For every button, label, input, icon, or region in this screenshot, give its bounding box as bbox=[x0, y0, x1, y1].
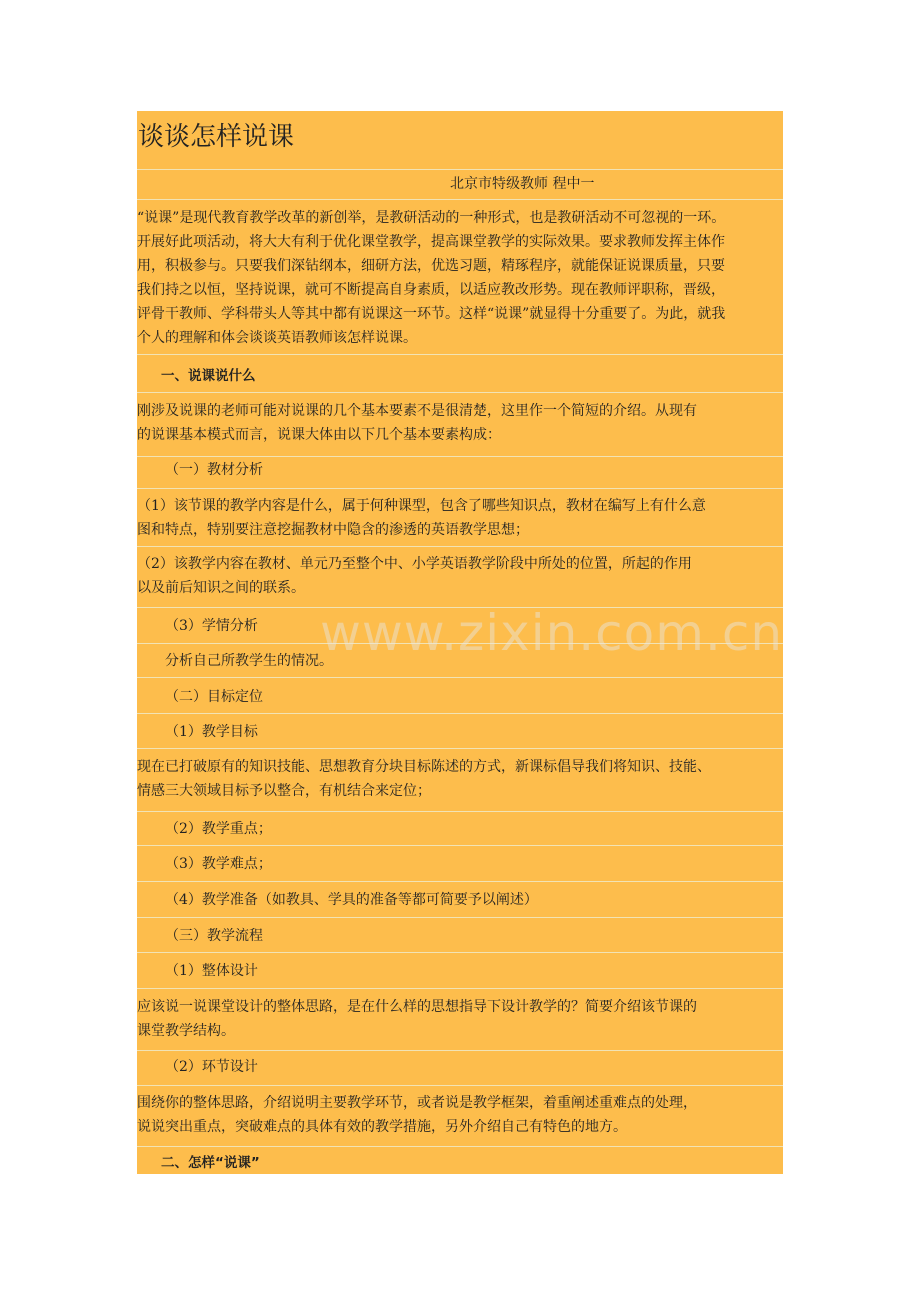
subheading-goal-positioning: （二）目标定位 bbox=[165, 689, 263, 705]
section-heading-2: 二、怎样“说课” bbox=[161, 1155, 260, 1171]
divider bbox=[137, 748, 783, 749]
divider bbox=[137, 1146, 783, 1147]
divider bbox=[137, 1085, 783, 1086]
divider bbox=[137, 952, 783, 953]
section-heading-1: 一、说课说什么 bbox=[161, 368, 256, 384]
paragraph-overall-design: 应该说一说课堂设计的整体思路，是在什么样的思想指导下设计教学的？简要介绍该节课的 课堂教学结构。 bbox=[137, 999, 697, 1039]
divider bbox=[137, 713, 783, 714]
divider bbox=[137, 1050, 783, 1051]
divider bbox=[137, 488, 783, 489]
document-page bbox=[137, 111, 783, 1174]
divider bbox=[137, 845, 783, 846]
divider bbox=[137, 354, 783, 355]
subheading-key-points: （2）教学重点； bbox=[165, 821, 272, 837]
divider bbox=[137, 881, 783, 882]
doc-title: 谈谈怎样说课 bbox=[138, 122, 295, 152]
author-line: 北京市特级教师 程中一 bbox=[450, 176, 595, 192]
subheading-teaching-process: （三）教学流程 bbox=[165, 928, 263, 944]
divider bbox=[137, 607, 783, 608]
paragraph-teaching-goals: 现在已打破原有的知识技能、思想教育分块目标陈述的方式，新课标倡导我们将知识、技能、 情感三大领域目标予以整合，有机结合来定位； bbox=[137, 759, 711, 799]
divider bbox=[137, 811, 783, 812]
subheading-student-analysis: （3）学情分析 bbox=[165, 618, 258, 634]
divider bbox=[137, 199, 783, 200]
watermark: www.zixin.com.cn bbox=[320, 604, 784, 662]
paragraph-step-design: 围绕你的整体思路，介绍说明主要教学环节，或者说是教学框架，着重阐述重难点的处理， 说说突出重点，突破难点的具体有效的教学措施，另外介绍自己有特色的地方。 bbox=[137, 1095, 697, 1135]
divider bbox=[137, 392, 783, 393]
divider bbox=[137, 456, 783, 457]
paragraph-intro-elements: 刚涉及说课的老师可能对说课的几个基本要素不是很清楚，这里作一个简短的介绍。从现有 的说课基本模式而言，说课大体由以下几个基本要素构成： bbox=[137, 403, 697, 443]
divider bbox=[137, 169, 783, 170]
paragraph-student-analysis: 分析自己所教学生的情况。 bbox=[165, 653, 333, 669]
subheading-preparation: （4）教学准备（如教具、学具的准备等都可简要予以阐述） bbox=[165, 892, 538, 908]
subheading-teaching-goals: （1）教学目标 bbox=[165, 724, 258, 740]
divider bbox=[137, 677, 783, 678]
subheading-overall-design: （1）整体设计 bbox=[165, 963, 258, 979]
paragraph-item-2: （2）该教学内容在教材、单元乃至整个中、小学英语教学阶段中所处的位置，所起的作用 以及前后知识之间的联系。 bbox=[137, 556, 692, 596]
subheading-step-design: （2）环节设计 bbox=[165, 1059, 258, 1075]
divider bbox=[137, 643, 783, 644]
subheading-textbook-analysis: （一）教材分析 bbox=[165, 462, 263, 478]
subheading-difficult-points: （3）教学难点； bbox=[165, 856, 272, 872]
intro-paragraph: “说课”是现代教育教学改革的新创举，是教研活动的一种形式，也是教研活动不可忽视的一环。 开展好此项活动，将大大有利于优化课堂教学，提高课堂教学的实际效果。要求教师发挥主体作 用，积极参与。只要我们深钻纲本，细研方法，优选习题，精琢程序，就能保证说课质量，只要 我们持之以恒，坚持说课，就可不断提高自身素质，以适应教改形势。现在教师评职称，晋级， 评骨干教师、学科带头人等其中都有说课这一环节。这样“说课”就显得十分重要了。为此，就我 个人的理解和体会谈谈英语教师该怎样说课。 bbox=[137, 210, 726, 346]
divider bbox=[137, 917, 783, 918]
paragraph-item-1: （1）该节课的教学内容是什么，属于何种课型，包含了哪些知识点，教材在编写上有什么意 图和特点，特别要注意挖掘教材中隐含的渗透的英语教学思想； bbox=[137, 498, 706, 538]
divider bbox=[137, 988, 783, 989]
divider bbox=[137, 546, 783, 547]
